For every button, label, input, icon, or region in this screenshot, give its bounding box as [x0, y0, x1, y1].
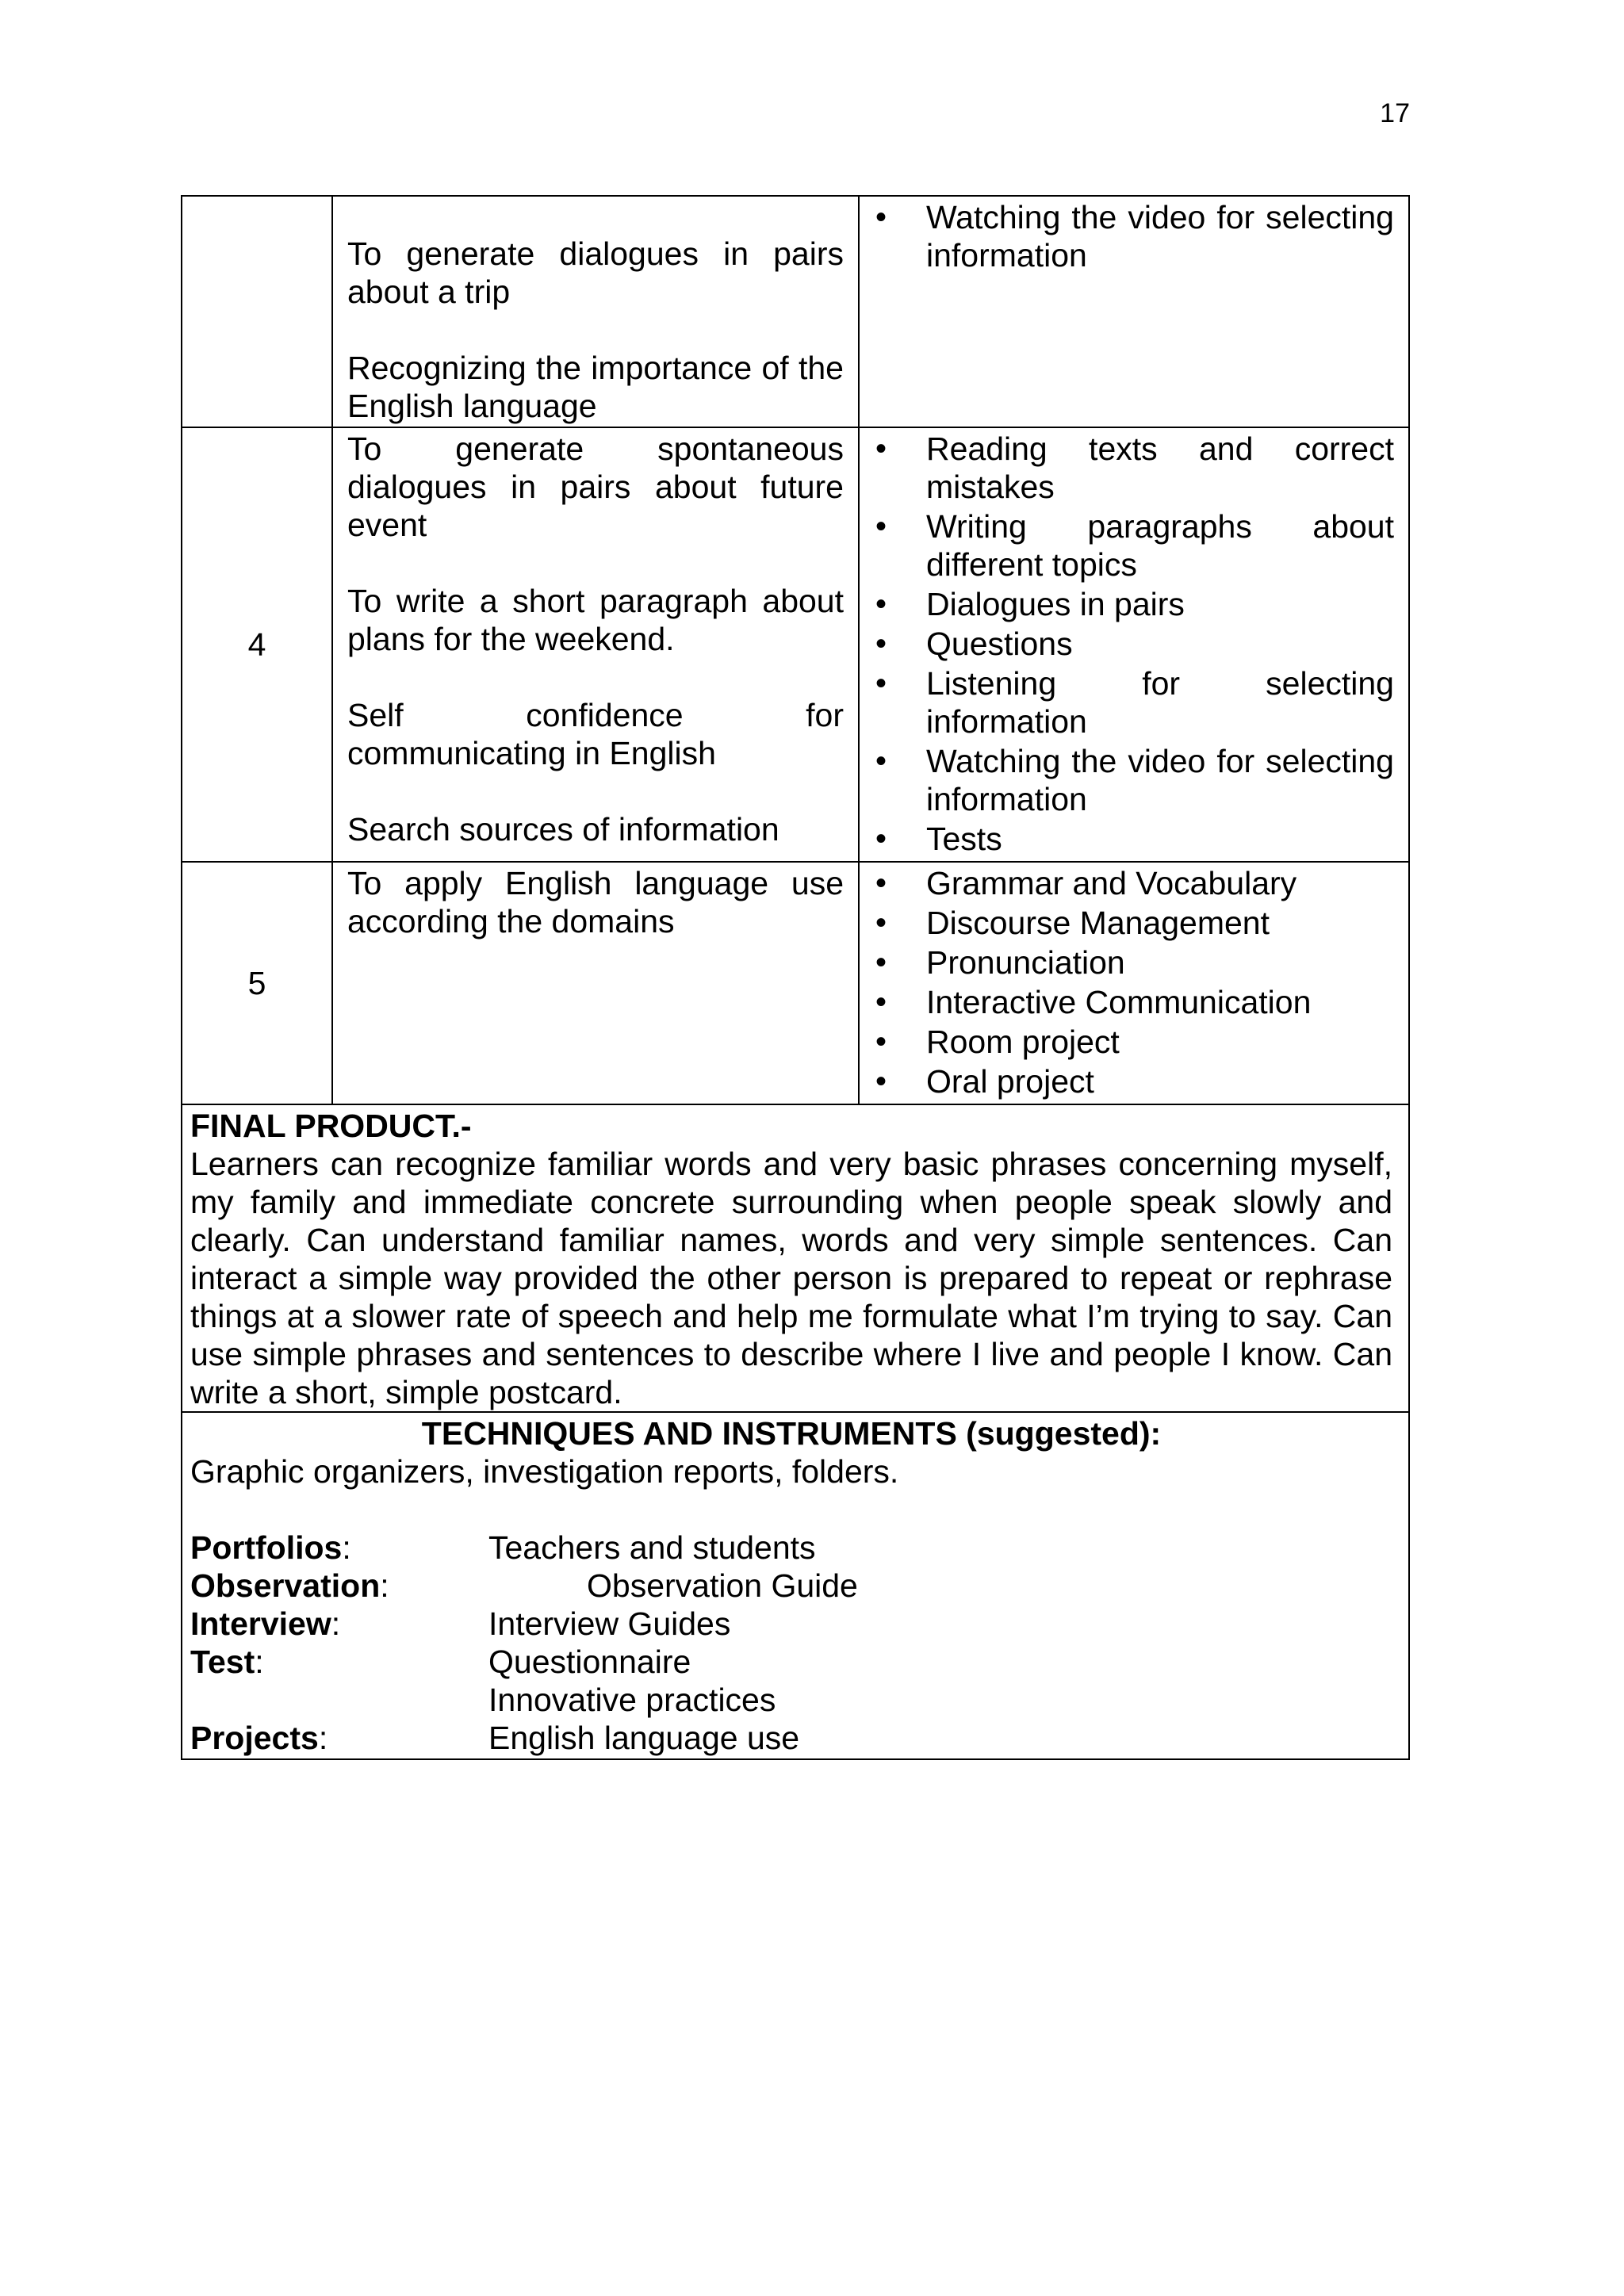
- observation-label: Observation: [190, 1567, 381, 1604]
- page-number: 17: [1380, 98, 1410, 128]
- extra-row: [190, 1681, 1392, 1719]
- objective-item: Recognizing the importance of the English language: [347, 350, 844, 424]
- objective-item: To write a short paragraph about plans for the weekend.: [347, 583, 844, 657]
- observation-value: Observation Guide: [587, 1567, 858, 1604]
- list-item: • Questions: [874, 625, 1394, 663]
- list-item: • Writing paragraphs about different topics: [874, 507, 1394, 584]
- projects-value: English language use: [488, 1720, 800, 1756]
- table-row: [182, 862, 1409, 1104]
- curriculum-table: [181, 195, 1410, 1760]
- test-value: Questionnaire: [488, 1644, 691, 1680]
- objectives-cell: [332, 427, 859, 862]
- list-item: • Watching the video for selecting information: [874, 742, 1394, 818]
- objective-item: To generate dialogues in pairs about a trip: [347, 235, 844, 310]
- portfolios-row: Portfolios: Teachers and students: [190, 1529, 816, 1566]
- unit-cell: 5: [182, 862, 332, 1104]
- test-label: Test: [190, 1644, 255, 1680]
- list-item: • Oral project: [874, 1062, 1394, 1100]
- objective-item: To apply English language use according the domains: [347, 865, 844, 939]
- unit-cell: [182, 196, 332, 427]
- interview-row: Interview: Interview Guides: [190, 1605, 731, 1642]
- activities-cell: [859, 427, 1409, 862]
- table-row: [182, 427, 1409, 862]
- final-product-text: Learners can recognize familiar words and very basic phrases concerning myself, my family and immediate concrete surrounding when people speak slowly and clearly. Can understand familiar names, words and very simple sentences. Can interact a simple way provided the other person is prepared to repeat or rephrase things at a slower rate of speech and help me formulate what I’m trying to say. Can use simple phrases and sentences to describe where I live and people I know. Can write a short, simple postcard.: [190, 1146, 1392, 1410]
- techniques-row: [182, 1412, 1409, 1759]
- final-product-row: [182, 1104, 1409, 1412]
- projects-label: Projects: [190, 1720, 319, 1756]
- objective-item: To generate spontaneous dialogues in pairs about future event: [347, 430, 844, 543]
- portfolios-label: Portfolios: [190, 1529, 343, 1566]
- techniques-heading: TECHNIQUES AND INSTRUMENTS (suggested):: [421, 1415, 1162, 1452]
- activities-cell: [859, 862, 1409, 1104]
- objectives-cell: [332, 862, 859, 1104]
- techniques-cell: [182, 1412, 1409, 1759]
- list-item: • Reading texts and correct mistakes: [874, 430, 1394, 506]
- interview-value: Interview Guides: [488, 1605, 731, 1642]
- extra-value: Innovative practices: [488, 1682, 776, 1718]
- unit-cell: 4: [182, 427, 332, 862]
- list-item: • Room project: [874, 1023, 1394, 1061]
- table-row: [182, 196, 1409, 427]
- test-row: Test: Questionnaire: [190, 1644, 691, 1680]
- list-item: • Dialogues in pairs: [874, 585, 1394, 623]
- list-item: • Interactive Communication: [874, 983, 1394, 1021]
- final-product-heading: FINAL PRODUCT.-: [190, 1108, 472, 1144]
- final-product-cell: [182, 1104, 1409, 1412]
- observation-row: Observation: Observation Guide: [190, 1567, 858, 1604]
- objective-item: Self confidence for communicating in English: [347, 697, 844, 771]
- list-item: • Grammar and Vocabulary: [874, 864, 1394, 902]
- list-item: • Watching the video for selecting information: [874, 198, 1394, 274]
- portfolios-value: Teachers and students: [488, 1529, 816, 1566]
- list-item: • Discourse Management: [874, 904, 1394, 942]
- projects-row: Projects: English language use: [190, 1720, 800, 1756]
- list-item: • Listening for selecting information: [874, 664, 1394, 740]
- activities-cell: [859, 196, 1409, 427]
- techniques-intro: Graphic organizers, investigation reports, folders.: [190, 1453, 899, 1490]
- objectives-cell: [332, 196, 859, 427]
- objective-item: Search sources of information: [347, 811, 779, 848]
- list-item: • Tests: [874, 820, 1394, 858]
- interview-label: Interview: [190, 1605, 331, 1642]
- list-item: • Pronunciation: [874, 943, 1394, 982]
